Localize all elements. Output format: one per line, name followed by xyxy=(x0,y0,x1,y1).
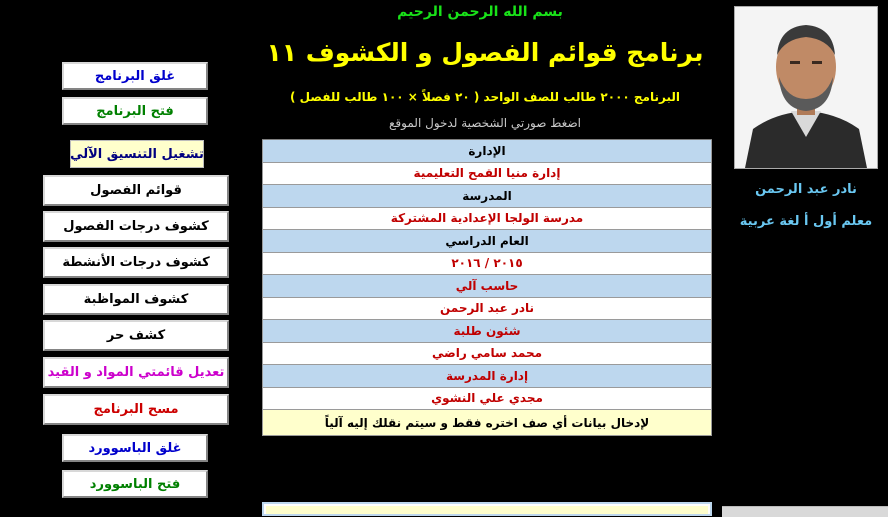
app-title: برنامج قوائم الفصول و الكشوف ١١ xyxy=(266,38,704,67)
row-school-value[interactable]: مدرسة الولجا الإعدادية المشتركة xyxy=(262,208,712,231)
close-program-button[interactable]: غلق البرنامج xyxy=(62,62,208,90)
row-year-value[interactable]: ٢٠١٥ / ٢٠١٦ xyxy=(262,253,712,276)
input-strip[interactable] xyxy=(262,502,712,516)
close-password-button[interactable]: غلق الباسوورد xyxy=(62,434,208,462)
author-name: نادر عبد الرحمن xyxy=(755,182,857,197)
class-grades-button[interactable]: كشوف درجات الفصول xyxy=(43,211,229,242)
basmala-heading: بسم الله الرحمن الرحيم xyxy=(397,4,563,20)
edit-lists-button[interactable]: تعديل قائمتي المواد و القيد xyxy=(43,357,229,388)
row-computer-value[interactable]: نادر عبد الرحمن xyxy=(262,298,712,321)
capacity-note: البرنامج ٢٠٠٠ طالب للصف الواحد ( ٢٠ فصلاً × ١٠٠ طالب للفصل ) xyxy=(290,90,680,104)
status-strip xyxy=(722,506,888,517)
open-program-button[interactable]: فتح البرنامج xyxy=(62,97,208,125)
row-input-note: لإدخال بيانات أي صف اختره فقط و سيتم نقلك إليه آلياً xyxy=(262,410,712,436)
class-lists-button[interactable]: قوائم الفصول xyxy=(43,175,229,206)
row-student-affairs-value[interactable]: محمد سامي راضي xyxy=(262,343,712,366)
photo-hint: اضغط صورتي الشخصية لدخول الموقع xyxy=(389,116,581,130)
open-password-button[interactable]: فتح الباسوورد xyxy=(62,470,208,498)
school-info-table xyxy=(262,139,712,436)
clear-program-button[interactable]: مسح البرنامج xyxy=(43,394,229,425)
free-sheet-button[interactable]: كشف حر xyxy=(43,320,229,351)
row-school-label[interactable]: المدرسة xyxy=(262,185,712,208)
activity-grades-button[interactable]: كشوف درجات الأنشطة xyxy=(43,247,229,278)
row-school-admin-label[interactable]: إدارة المدرسة xyxy=(262,365,712,388)
portrait-image xyxy=(735,7,877,168)
row-student-affairs-label[interactable]: شئون طلبة xyxy=(262,320,712,343)
auto-format-button[interactable]: تشغيل التنسيق الآلي xyxy=(70,140,204,168)
row-administration-label[interactable]: الإدارة xyxy=(262,140,712,163)
author-role: معلم أول أ لغة عربية xyxy=(739,214,873,229)
author-photo[interactable] xyxy=(734,6,878,169)
row-administration-value[interactable]: إدارة منيا القمح التعليمية xyxy=(262,163,712,186)
row-computer-label[interactable]: حاسب آلي xyxy=(262,275,712,298)
attendance-button[interactable]: كشوف المواظبة xyxy=(43,284,229,315)
row-school-admin-value[interactable]: مجدي علي النشوي xyxy=(262,388,712,411)
row-year-label[interactable]: العام الدراسي xyxy=(262,230,712,253)
